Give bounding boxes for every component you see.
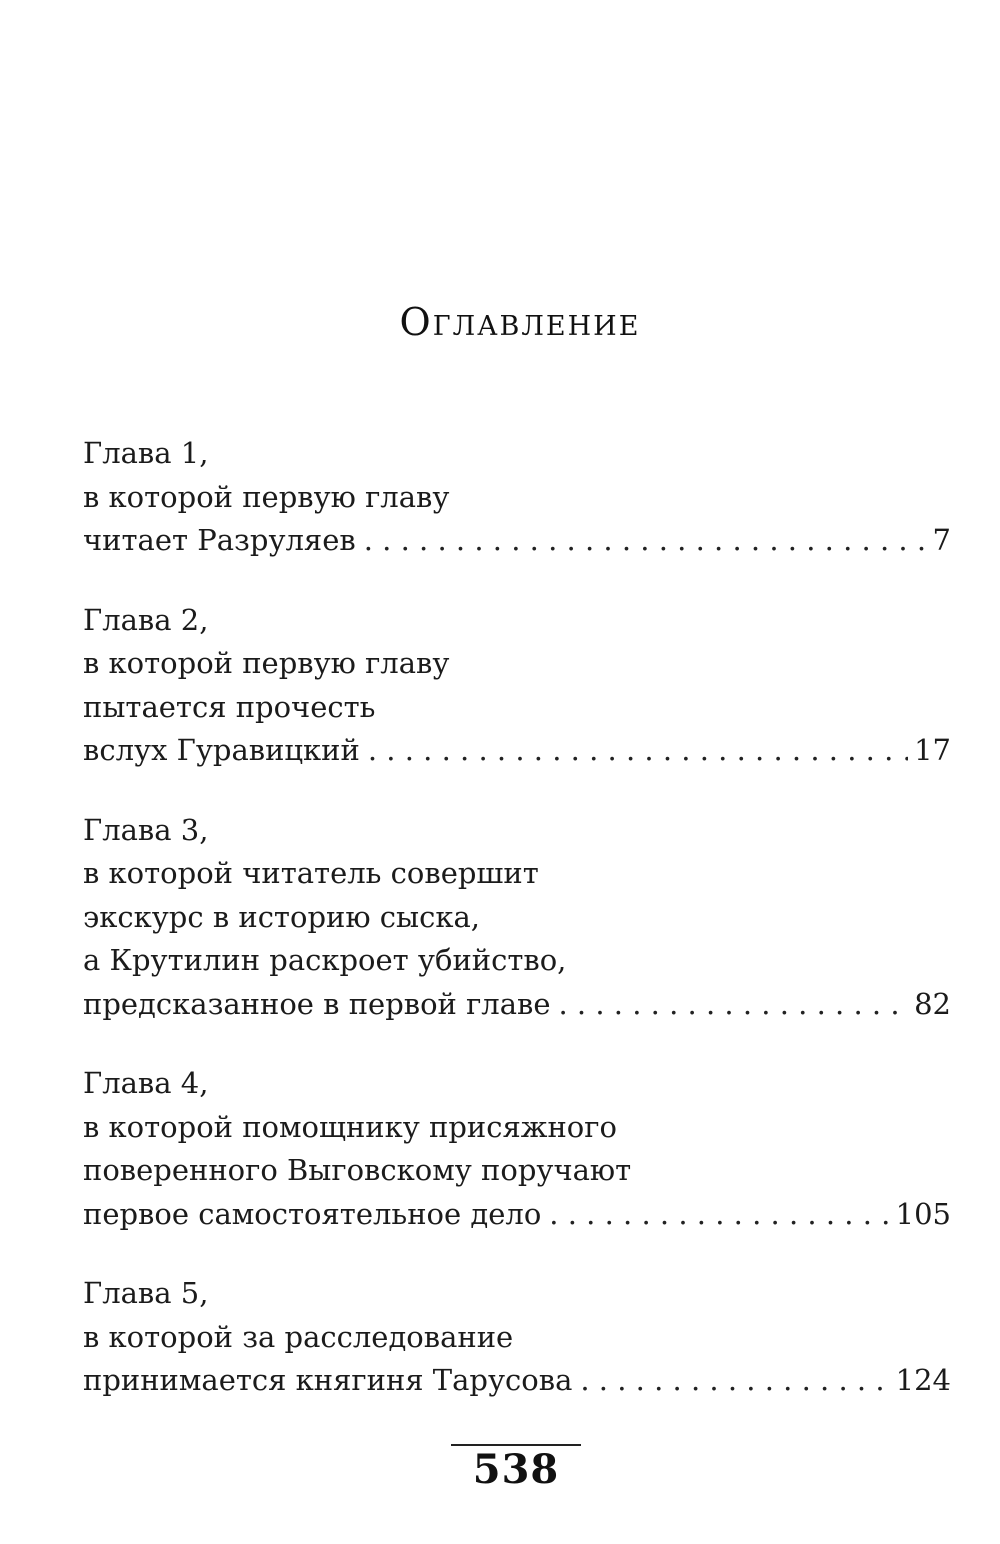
leader-dots bbox=[580, 1359, 889, 1403]
chapter-heading: Глава 1, bbox=[83, 436, 209, 470]
chapter-heading: Глава 4, bbox=[83, 1066, 209, 1100]
chapter-description-line: в которой за расследование bbox=[83, 1319, 514, 1354]
table-of-contents bbox=[83, 432, 951, 1439]
chapter-heading: Глава 2, bbox=[83, 602, 209, 637]
chapter-page-number: 124 bbox=[895, 1363, 951, 1397]
chapter-heading: Глава 5, bbox=[83, 1276, 209, 1310]
page-title: Оглавление bbox=[399, 300, 641, 344]
toc-entry-chapter-1 bbox=[83, 432, 951, 563]
chapter-page-number: 7 bbox=[932, 523, 951, 557]
chapter-description-line: пытается прочесть bbox=[83, 689, 376, 724]
leader-dots bbox=[559, 983, 909, 1027]
chapter-page-number: 82 bbox=[914, 986, 951, 1021]
chapter-description-line: вслух Гуравицкий bbox=[83, 733, 360, 767]
chapter-final-line[interactable] bbox=[83, 1193, 951, 1237]
chapter-description-line: в которой первую главу bbox=[83, 479, 450, 514]
chapter-heading: Глава 3, bbox=[83, 812, 209, 847]
page-number: 538 bbox=[472, 1446, 560, 1493]
toc-entry-chapter-3 bbox=[83, 809, 951, 1027]
chapter-description-line: первое самостоятельное дело bbox=[83, 1196, 542, 1231]
chapter-description-line: принимается княгиня Тарусова bbox=[83, 1363, 573, 1397]
chapter-description-line: экскурс в историю сыска, bbox=[83, 899, 480, 934]
chapter-description-line: в которой читатель совершит bbox=[83, 856, 539, 890]
chapter-final-line[interactable] bbox=[83, 983, 951, 1027]
chapter-description-line: поверенного Выговскому поручают bbox=[83, 1153, 632, 1187]
chapter-description-line: в которой помощнику присяжного bbox=[83, 1109, 617, 1144]
chapter-description-line: а Крутилин раскроет убийство, bbox=[83, 943, 567, 977]
chapter-final-line[interactable] bbox=[83, 729, 951, 773]
chapter-description-line: читает Разруляев bbox=[83, 523, 356, 557]
chapter-page-number: 105 bbox=[895, 1196, 951, 1231]
toc-entry-chapter-4 bbox=[83, 1062, 951, 1236]
leader-dots bbox=[368, 729, 908, 773]
chapter-description-line: предсказанное в первой главе bbox=[83, 986, 551, 1021]
chapter-page-number: 17 bbox=[914, 733, 951, 767]
chapter-final-line[interactable] bbox=[83, 519, 951, 563]
leader-dots bbox=[549, 1193, 889, 1237]
toc-entry-chapter-2 bbox=[83, 599, 951, 773]
toc-entry-chapter-5 bbox=[83, 1272, 951, 1403]
leader-dots bbox=[364, 519, 927, 563]
chapter-description-line: в которой первую главу bbox=[83, 646, 450, 680]
chapter-final-line[interactable] bbox=[83, 1359, 951, 1403]
